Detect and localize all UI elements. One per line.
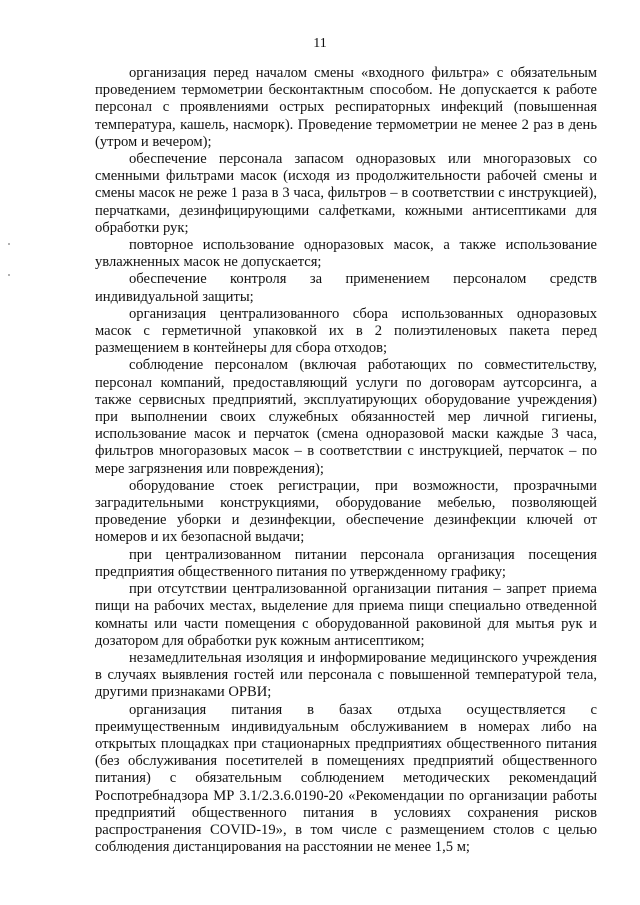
margin-speck — [8, 274, 10, 276]
margin-speck — [8, 243, 10, 245]
paragraph-mask-supply: обеспечение персонала запасом одноразовых или многоразовых со сменными фильтрами масок (исходя из продолжительности рабочей смены и смены масок не реже 1 раза в 3 часа, фильтров – в соответствии с инструкцией), перчатками, дезинфицирующими салфетками, кожными антисептиками для обработки рук; — [95, 151, 597, 236]
paragraph-mask-collection: организация централизованного сбора использованных одноразовых масок с герметичной упаковкой их в 2 полиэтиленовых пакета перед размещением в контейнеры для сбора отходов; — [95, 305, 597, 357]
paragraph-no-centralized-meals: при отсутствии централизованной организации питания – запрет приема пищи на рабочих местах, выделение для приема пищи специально отведенной комнаты или части помещения с оборудованной раковиной для мытья рук и дозатором для обработки рук кожным антисептиком; — [95, 581, 597, 649]
document-body — [95, 65, 597, 856]
paragraph-ppe-control: обеспечение контроля за применением персоналом средств индивидуальной защиты; — [95, 271, 597, 305]
paragraph-catering: организация питания в базах отдыха осуществляется с преимущественным индивидуальным обслуживанием в номерах либо на открытых площадках при стационарных предприятиях общественного питания (без обслуживания посетителей в помещениях предприятий общественного питания) с обязательным соблюдением методических рекомендаций Роспотребнадзора МР 3.1/2.3.6.0190-20 «Рекомендации по организации работы предприятий общественного питания в условиях сохранения рисков распространения COVID-19», в том числе с размещением столов с целью соблюдения дистанцирования на расстоянии не менее 1,5 м; — [95, 701, 597, 856]
paragraph-isolation: незамедлительная изоляция и информирование медицинского учреждения в случаях выявления гостей или персонала с повышенной температурой тела, другими признаками ОРВИ; — [95, 649, 597, 701]
paragraph-personal-hygiene: соблюдение персоналом (включая работающих по совместительству, персонал компаний, предоставляющий услуги по договорам аутсорсинга, а также сервисных предприятий, эксплуатирующих оборудование учреждения) при выполнении своих служебных обязанностей мер личной гигиены, использование масок и перчаток (смена одноразовой маски каждые 3 часа, фильтров многоразовых масок – в соответствии с инструкцией, перчаток – по мере загрязнения или повреждения); — [95, 357, 597, 477]
paragraph-reception-desks: оборудование стоек регистрации, при возможности, прозрачными заградительными конструкциями, оборудование мебелью, позволяющей проведение уборки и дезинфекции, обеспечение дезинфекции ключей от номеров и их безопасной выдачи; — [95, 477, 597, 546]
paragraph-entrance-filter: организация перед началом смены «входного фильтра» с обязательным проведением термометрии бесконтактным способом. Не допускается к работе персонал с проявлениями острых респираторных инфекций (повышенная температура, кашель, насморк). Проведение термометрии не менее 2 раз в день (утром и вечером); — [95, 65, 597, 150]
page-number: 11 — [313, 36, 327, 51]
paragraph-mask-reuse: повторное использование одноразовых масок, а также использование увлажненных масок не допускается; — [95, 237, 597, 271]
paragraph-centralized-meals: при централизованном питании персонала организация посещения предприятия общественного питания по утвержденному графику; — [95, 546, 597, 580]
